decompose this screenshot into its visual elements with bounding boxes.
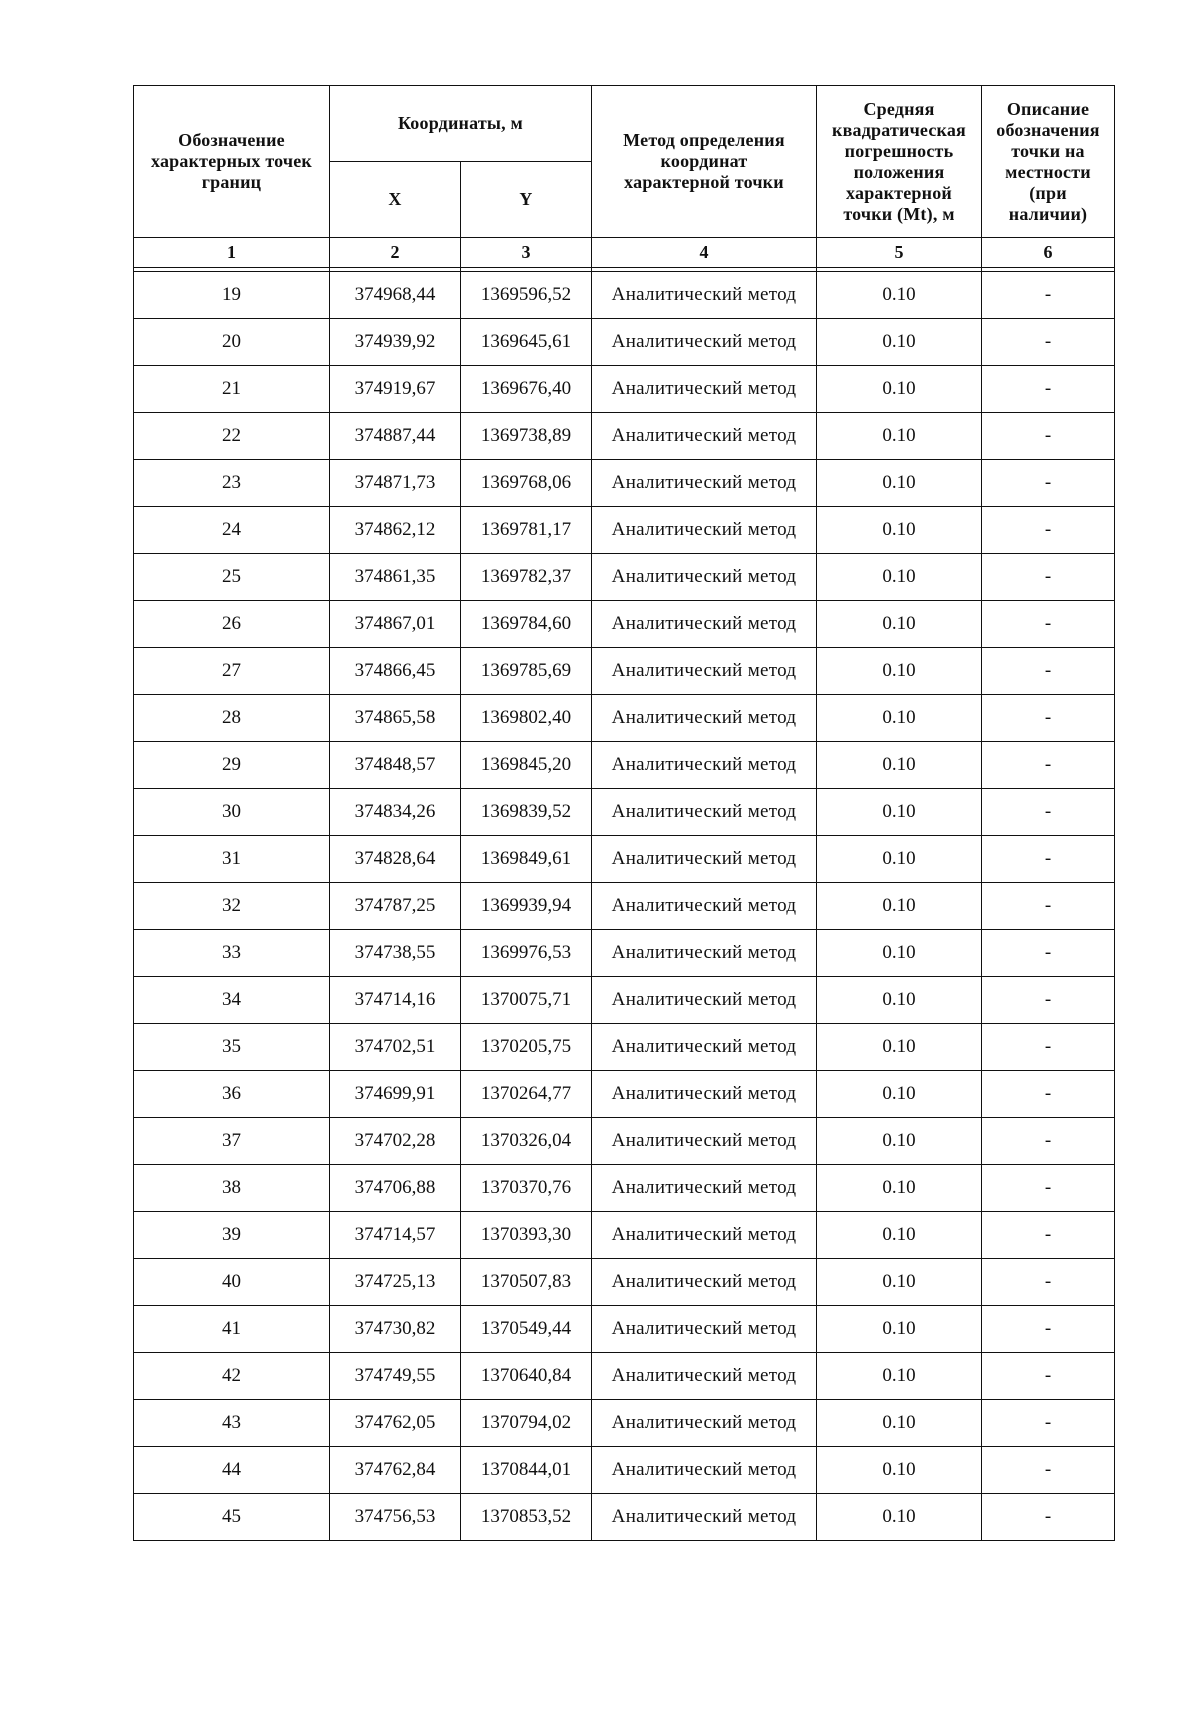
- description-cell: -: [982, 1071, 1115, 1118]
- description-cell: -: [982, 366, 1115, 413]
- x-coordinate-cell: 374887,44: [330, 413, 461, 460]
- method-cell: Аналитический метод: [592, 836, 817, 883]
- point-number-cell: 21: [134, 366, 330, 413]
- point-number-cell: 19: [134, 272, 330, 319]
- x-coordinate-cell: 374939,92: [330, 319, 461, 366]
- point-number-cell: 22: [134, 413, 330, 460]
- x-coordinate-cell: 374862,12: [330, 507, 461, 554]
- method-cell: Аналитический метод: [592, 789, 817, 836]
- method-cell: Аналитический метод: [592, 1118, 817, 1165]
- x-coordinate-cell: 374848,57: [330, 742, 461, 789]
- y-coordinate-cell: 1370844,01: [461, 1447, 592, 1494]
- x-coordinate-cell: 374861,35: [330, 554, 461, 601]
- x-coordinate-cell: 374871,73: [330, 460, 461, 507]
- table-header: [134, 86, 1115, 272]
- y-coordinate-cell: 1369738,89: [461, 413, 592, 460]
- point-number-cell: 44: [134, 1447, 330, 1494]
- table-row: [134, 695, 1115, 742]
- description-cell: -: [982, 1024, 1115, 1071]
- description-cell: -: [982, 789, 1115, 836]
- point-number-cell: 34: [134, 977, 330, 1024]
- description-cell: -: [982, 1494, 1115, 1541]
- method-cell: Аналитический метод: [592, 413, 817, 460]
- mt-error-cell: 0.10: [817, 460, 982, 507]
- x-coordinate-cell: 374762,84: [330, 1447, 461, 1494]
- mt-error-cell: 0.10: [817, 836, 982, 883]
- description-cell: -: [982, 1306, 1115, 1353]
- mt-error-cell: 0.10: [817, 1353, 982, 1400]
- table-row: [134, 1494, 1115, 1541]
- y-coordinate-cell: 1370326,04: [461, 1118, 592, 1165]
- point-number-cell: 35: [134, 1024, 330, 1071]
- mt-error-cell: 0.10: [817, 319, 982, 366]
- y-coordinate-cell: 1369839,52: [461, 789, 592, 836]
- method-cell: Аналитический метод: [592, 1353, 817, 1400]
- method-cell: Аналитический метод: [592, 695, 817, 742]
- point-number-cell: 30: [134, 789, 330, 836]
- method-cell: Аналитический метод: [592, 366, 817, 413]
- header-point-description: Описание обозначения точки на местности (при наличии): [982, 86, 1115, 238]
- x-coordinate-cell: 374968,44: [330, 272, 461, 319]
- point-number-cell: 33: [134, 930, 330, 977]
- method-cell: Аналитический метод: [592, 1024, 817, 1071]
- column-number: 2: [330, 238, 461, 268]
- method-cell: Аналитический метод: [592, 507, 817, 554]
- point-number-cell: 28: [134, 695, 330, 742]
- description-cell: -: [982, 648, 1115, 695]
- column-number: 3: [461, 238, 592, 268]
- description-cell: -: [982, 930, 1115, 977]
- table-row: [134, 601, 1115, 648]
- mt-error-cell: 0.10: [817, 789, 982, 836]
- y-coordinate-cell: 1370393,30: [461, 1212, 592, 1259]
- method-cell: Аналитический метод: [592, 272, 817, 319]
- mt-error-cell: 0.10: [817, 1400, 982, 1447]
- y-coordinate-cell: 1369596,52: [461, 272, 592, 319]
- description-cell: -: [982, 460, 1115, 507]
- method-cell: Аналитический метод: [592, 554, 817, 601]
- point-number-cell: 42: [134, 1353, 330, 1400]
- method-cell: Аналитический метод: [592, 1071, 817, 1118]
- x-coordinate-cell: 374866,45: [330, 648, 461, 695]
- x-coordinate-cell: 374699,91: [330, 1071, 461, 1118]
- description-cell: -: [982, 1118, 1115, 1165]
- method-cell: Аналитический метод: [592, 648, 817, 695]
- y-coordinate-cell: 1369768,06: [461, 460, 592, 507]
- y-coordinate-cell: 1369781,17: [461, 507, 592, 554]
- table-row: [134, 1024, 1115, 1071]
- table-row: [134, 1071, 1115, 1118]
- column-number-row: [134, 238, 1115, 268]
- point-number-cell: 37: [134, 1118, 330, 1165]
- table-row: [134, 319, 1115, 366]
- mt-error-cell: 0.10: [817, 1071, 982, 1118]
- method-cell: Аналитический метод: [592, 977, 817, 1024]
- column-number: 6: [982, 238, 1115, 268]
- point-number-cell: 26: [134, 601, 330, 648]
- description-cell: -: [982, 507, 1115, 554]
- mt-error-cell: 0.10: [817, 507, 982, 554]
- description-cell: -: [982, 1259, 1115, 1306]
- description-cell: -: [982, 977, 1115, 1024]
- column-number: 5: [817, 238, 982, 268]
- description-cell: -: [982, 742, 1115, 789]
- x-coordinate-cell: 374749,55: [330, 1353, 461, 1400]
- description-cell: -: [982, 272, 1115, 319]
- mt-error-cell: 0.10: [817, 1447, 982, 1494]
- table-row: [134, 742, 1115, 789]
- description-cell: -: [982, 601, 1115, 648]
- description-cell: -: [982, 883, 1115, 930]
- description-cell: -: [982, 413, 1115, 460]
- x-coordinate-cell: 374828,64: [330, 836, 461, 883]
- method-cell: Аналитический метод: [592, 742, 817, 789]
- table-row: [134, 648, 1115, 695]
- y-coordinate-cell: 1370370,76: [461, 1165, 592, 1212]
- method-cell: Аналитический метод: [592, 460, 817, 507]
- x-coordinate-cell: 374725,13: [330, 1259, 461, 1306]
- y-coordinate-cell: 1369845,20: [461, 742, 592, 789]
- table-row: [134, 1259, 1115, 1306]
- header-x: X: [330, 162, 461, 238]
- x-coordinate-cell: 374756,53: [330, 1494, 461, 1541]
- y-coordinate-cell: 1369782,37: [461, 554, 592, 601]
- method-cell: Аналитический метод: [592, 1400, 817, 1447]
- y-coordinate-cell: 1369785,69: [461, 648, 592, 695]
- x-coordinate-cell: 374762,05: [330, 1400, 461, 1447]
- method-cell: Аналитический метод: [592, 601, 817, 648]
- point-number-cell: 32: [134, 883, 330, 930]
- mt-error-cell: 0.10: [817, 1259, 982, 1306]
- header-method: Метод определения координат характерной точки: [592, 86, 817, 238]
- header-coordinates-group: Координаты, м: [330, 86, 592, 162]
- y-coordinate-cell: 1370264,77: [461, 1071, 592, 1118]
- description-cell: -: [982, 695, 1115, 742]
- table-row: [134, 1400, 1115, 1447]
- description-cell: -: [982, 836, 1115, 883]
- header-y: Y: [461, 162, 592, 238]
- point-number-cell: 20: [134, 319, 330, 366]
- point-number-cell: 45: [134, 1494, 330, 1541]
- table-row: [134, 272, 1115, 319]
- point-number-cell: 24: [134, 507, 330, 554]
- description-cell: -: [982, 319, 1115, 366]
- x-coordinate-cell: 374867,01: [330, 601, 461, 648]
- table-row: [134, 789, 1115, 836]
- point-number-cell: 38: [134, 1165, 330, 1212]
- table-row: [134, 1118, 1115, 1165]
- x-coordinate-cell: 374865,58: [330, 695, 461, 742]
- x-coordinate-cell: 374714,16: [330, 977, 461, 1024]
- y-coordinate-cell: 1369849,61: [461, 836, 592, 883]
- point-number-cell: 39: [134, 1212, 330, 1259]
- mt-error-cell: 0.10: [817, 977, 982, 1024]
- mt-error-cell: 0.10: [817, 554, 982, 601]
- description-cell: -: [982, 1353, 1115, 1400]
- x-coordinate-cell: 374706,88: [330, 1165, 461, 1212]
- y-coordinate-cell: 1369645,61: [461, 319, 592, 366]
- mt-error-cell: 0.10: [817, 366, 982, 413]
- point-number-cell: 41: [134, 1306, 330, 1353]
- y-coordinate-cell: 1369976,53: [461, 930, 592, 977]
- y-coordinate-cell: 1370549,44: [461, 1306, 592, 1353]
- point-number-cell: 29: [134, 742, 330, 789]
- description-cell: -: [982, 1447, 1115, 1494]
- point-number-cell: 40: [134, 1259, 330, 1306]
- table-row: [134, 413, 1115, 460]
- y-coordinate-cell: 1369939,94: [461, 883, 592, 930]
- x-coordinate-cell: 374787,25: [330, 883, 461, 930]
- mt-error-cell: 0.10: [817, 695, 982, 742]
- y-coordinate-cell: 1370205,75: [461, 1024, 592, 1071]
- mt-error-cell: 0.10: [817, 648, 982, 695]
- description-cell: -: [982, 1212, 1115, 1259]
- y-coordinate-cell: 1370507,83: [461, 1259, 592, 1306]
- point-number-cell: 31: [134, 836, 330, 883]
- method-cell: Аналитический метод: [592, 1259, 817, 1306]
- description-cell: -: [982, 1400, 1115, 1447]
- column-number: 4: [592, 238, 817, 268]
- table-row: [134, 366, 1115, 413]
- mt-error-cell: 0.10: [817, 930, 982, 977]
- point-number-cell: 43: [134, 1400, 330, 1447]
- method-cell: Аналитический метод: [592, 883, 817, 930]
- method-cell: Аналитический метод: [592, 1494, 817, 1541]
- mt-error-cell: 0.10: [817, 742, 982, 789]
- x-coordinate-cell: 374702,51: [330, 1024, 461, 1071]
- point-number-cell: 36: [134, 1071, 330, 1118]
- table-row: [134, 1306, 1115, 1353]
- method-cell: Аналитический метод: [592, 930, 817, 977]
- x-coordinate-cell: 374730,82: [330, 1306, 461, 1353]
- method-cell: Аналитический метод: [592, 1306, 817, 1353]
- x-coordinate-cell: 374702,28: [330, 1118, 461, 1165]
- header-mean-square-error: Средняя квадратическая погрешность положения характерной точки (Mt), м: [817, 86, 982, 238]
- table-row: [134, 554, 1115, 601]
- mt-error-cell: 0.10: [817, 272, 982, 319]
- mt-error-cell: 0.10: [817, 1494, 982, 1541]
- table-row: [134, 1165, 1115, 1212]
- table-row: [134, 930, 1115, 977]
- table-row: [134, 1353, 1115, 1400]
- table-row: [134, 836, 1115, 883]
- mt-error-cell: 0.10: [817, 1212, 982, 1259]
- x-coordinate-cell: 374834,26: [330, 789, 461, 836]
- method-cell: Аналитический метод: [592, 1447, 817, 1494]
- point-number-cell: 25: [134, 554, 330, 601]
- point-number-cell: 23: [134, 460, 330, 507]
- mt-error-cell: 0.10: [817, 883, 982, 930]
- table-row: [134, 883, 1115, 930]
- method-cell: Аналитический метод: [592, 1165, 817, 1212]
- x-coordinate-cell: 374714,57: [330, 1212, 461, 1259]
- header-point-designation: Обозначение характерных точек границ: [134, 86, 330, 238]
- table-body: [134, 272, 1115, 1541]
- y-coordinate-cell: 1369802,40: [461, 695, 592, 742]
- mt-error-cell: 0.10: [817, 1118, 982, 1165]
- table-row: [134, 1447, 1115, 1494]
- y-coordinate-cell: 1370075,71: [461, 977, 592, 1024]
- y-coordinate-cell: 1369676,40: [461, 366, 592, 413]
- y-coordinate-cell: 1369784,60: [461, 601, 592, 648]
- method-cell: Аналитический метод: [592, 1212, 817, 1259]
- y-coordinate-cell: 1370794,02: [461, 1400, 592, 1447]
- point-number-cell: 27: [134, 648, 330, 695]
- mt-error-cell: 0.10: [817, 1306, 982, 1353]
- y-coordinate-cell: 1370640,84: [461, 1353, 592, 1400]
- mt-error-cell: 0.10: [817, 601, 982, 648]
- mt-error-cell: 0.10: [817, 413, 982, 460]
- coordinates-table: [133, 85, 1115, 1541]
- table-row: [134, 1212, 1115, 1259]
- mt-error-cell: 0.10: [817, 1165, 982, 1212]
- description-cell: -: [982, 1165, 1115, 1212]
- description-cell: -: [982, 554, 1115, 601]
- x-coordinate-cell: 374738,55: [330, 930, 461, 977]
- table-row: [134, 977, 1115, 1024]
- y-coordinate-cell: 1370853,52: [461, 1494, 592, 1541]
- mt-error-cell: 0.10: [817, 1024, 982, 1071]
- table-row: [134, 460, 1115, 507]
- x-coordinate-cell: 374919,67: [330, 366, 461, 413]
- column-number: 1: [134, 238, 330, 268]
- table-row: [134, 507, 1115, 554]
- method-cell: Аналитический метод: [592, 319, 817, 366]
